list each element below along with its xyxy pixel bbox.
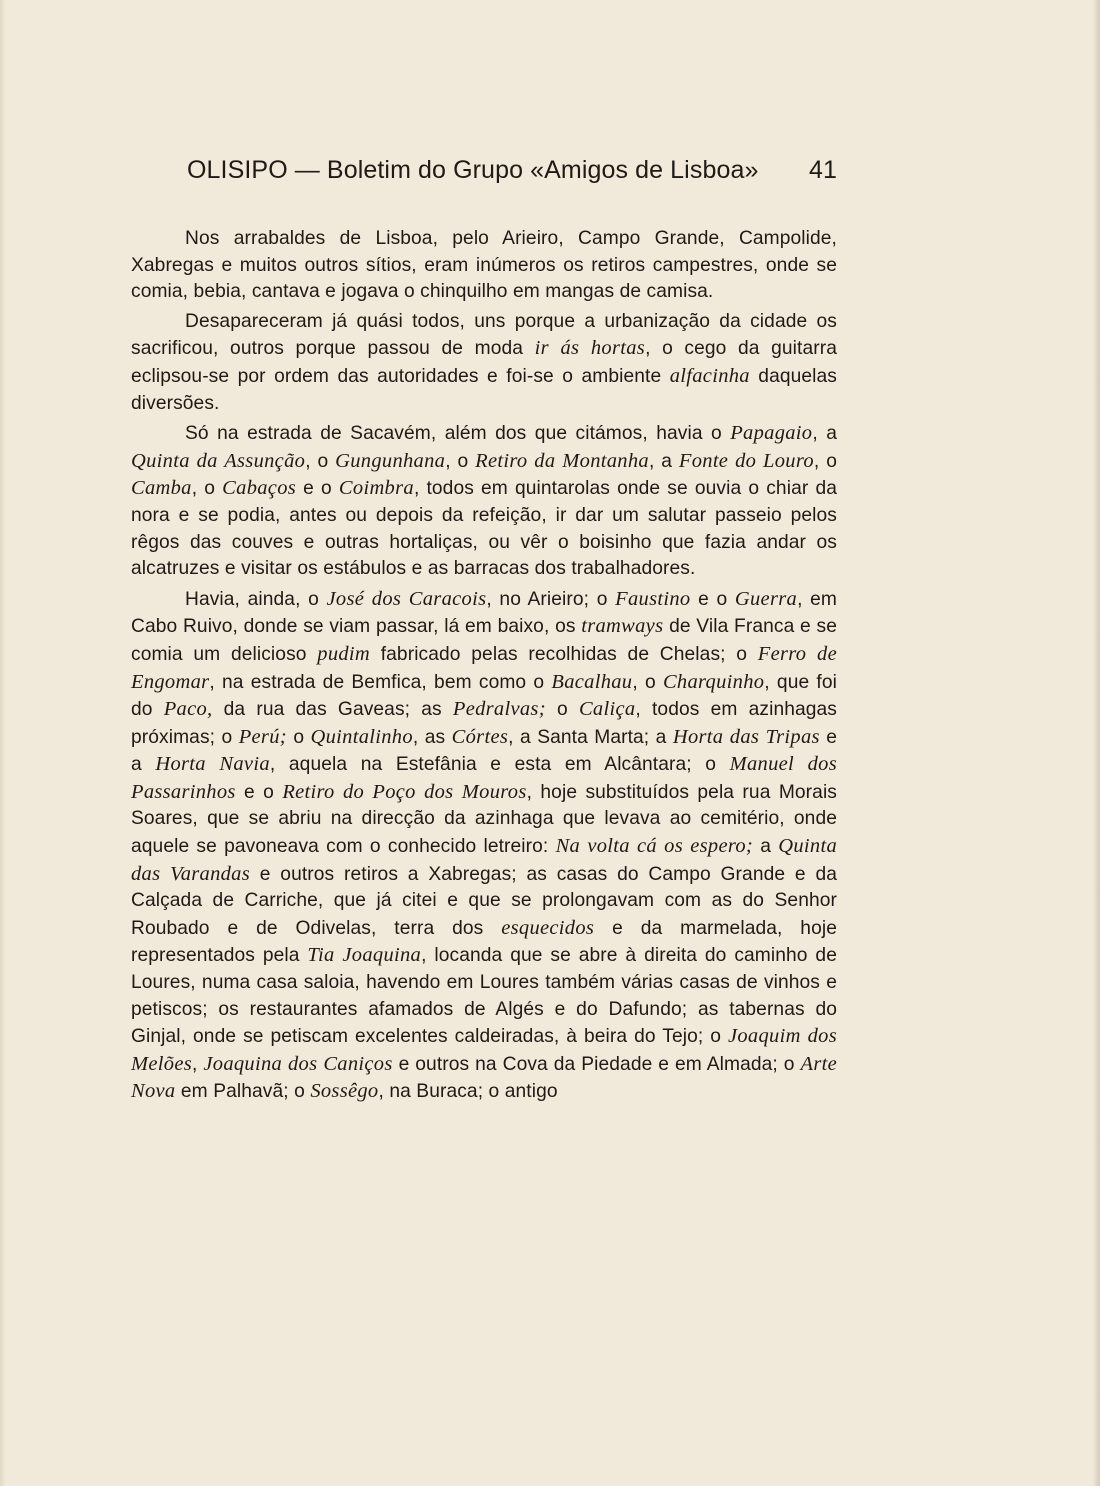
text-run: , o [191, 478, 223, 500]
page-shadow-right [1092, 0, 1100, 1486]
italic-term: Tia Joaquina [307, 944, 422, 967]
italic-term: alfacinha [669, 364, 750, 387]
text-run: e o [235, 781, 283, 803]
italic-term: Pedralvas; [452, 698, 546, 721]
italic-term: Manuel dos Passarinhos [131, 753, 837, 803]
text-run: , a [648, 450, 679, 472]
text-run: Desapareceram já quási todos, uns porque a urbanização da cidade os sacrificou, outros porque passou de moda [131, 310, 837, 360]
text-run: , na Buraca; o antigo [378, 1081, 558, 1103]
italic-term: José dos Caracois [326, 587, 487, 610]
italic-term: Ferro de Engomar [131, 642, 838, 693]
text-run: , em Cabo Ruivo, donde se viam passar, lá em baixo, os [131, 588, 837, 638]
text-run: daquelas diversões. [131, 365, 837, 414]
italic-term: Bacalhau [551, 670, 633, 693]
text-run: , a Santa Marta; a [508, 726, 673, 748]
running-header [187, 156, 837, 194]
italic-term: Perú; [238, 725, 287, 748]
page-number: 41 [808, 156, 837, 184]
text-run: de Vila Franca e se comia um delicioso [131, 616, 837, 665]
italic-term: Caliça [578, 698, 636, 721]
text-run: e a [131, 726, 837, 776]
italic-term: Papagaio [730, 422, 813, 445]
italic-term: Gungunhana [335, 449, 446, 472]
italic-term: Joaquina dos Caniços [203, 1052, 393, 1075]
text-run: , todos em azinhagas próximas; o [131, 699, 837, 748]
text-run: , as [412, 726, 452, 748]
text-run: o [286, 726, 311, 748]
italic-term: Retiro do Poço dos Mouros [282, 780, 527, 803]
italic-term: Fonte do Louro [678, 449, 814, 472]
text-run: , no Arieiro; o [486, 588, 616, 610]
text-run: e o [690, 588, 735, 610]
italic-term: Quinta das Varandas [131, 835, 838, 885]
text-run: e o [296, 478, 339, 500]
text-run: , o cego da guitarra eclipsou-se por ordem das autoridades e foi-se o ambiente [131, 338, 837, 387]
page-shadow-left [0, 0, 6, 1486]
text-run: Só na estrada de Sacavém, além dos que citámos, havia o [185, 423, 731, 445]
paragraph-3 [131, 420, 837, 583]
italic-term: esquecidos [501, 916, 595, 939]
text-run: Havia, ainda, o [185, 588, 327, 610]
text-run: o [545, 699, 579, 721]
italic-term: Na volta cá os espero; [555, 835, 754, 858]
italic-term: tramways [581, 615, 664, 638]
paragraph-2 [131, 309, 837, 417]
text-run: , aquela na Estefânia e esta em Alcântara; o [269, 754, 730, 776]
italic-term: Camba [131, 477, 192, 500]
text-run: , na estrada de Bemfica, bem como o [209, 671, 552, 693]
italic-term: Quinta da Assunção [131, 449, 306, 472]
text-run: , locanda que se abre à direita do caminho de Loures, numa casa saloia, havendo em Loures também várias casas de vinhos e petiscos; os restaurantes afamados de Algés e do Dafundo; as tabernas do Ginjal, onde se petiscam excelentes caldeiradas, à beira do Tejo; o [131, 945, 837, 1048]
text-run: da rua das Gaveas; as [212, 699, 453, 721]
text-run: , hoje substituídos pela rua Morais Soares, que se abriu na direcção da azinhaga que levava ao cemitério, onde aquele se pavoneava com o conhecido letreiro: [131, 781, 837, 858]
italic-term: Horta Navia [155, 753, 270, 776]
italic-term: Arte Nova [131, 1052, 837, 1103]
italic-term: Paco, [163, 698, 213, 721]
text-run: , que foi do [131, 671, 838, 721]
text-run: e outros retiros a Xabregas; as casas do Campo Grande e da Calçada de Carriche, que já citei e que se prolongavam com as do Senhor Roubado e de Odivelas, terra dos [131, 863, 837, 939]
running-title: OLISIPO — Boletim do Grupo «Amigos de Lisboa» [187, 156, 759, 184]
italic-term: pudim [317, 642, 371, 665]
text-run: , o [813, 450, 837, 472]
italic-term: Faustino [615, 587, 691, 610]
text-run: Nos arrabaldes de Lisboa, pelo Arieiro, Campo Grande, Campolide, Xabregas e muitos outros sítios, eram inúmeros os retiros campestres, onde se comia, bebia, cantava e jogava o chinquilho em mangas de camisa. [131, 228, 837, 303]
italic-term: Guerra [734, 587, 798, 610]
italic-term: ir ás hortas [534, 337, 646, 360]
text-run: , o [632, 671, 663, 693]
text-run: , a [812, 423, 837, 445]
text-run: , [192, 1053, 204, 1075]
italic-term: Cabaços [222, 477, 297, 500]
italic-term: Joaquim dos Melões [131, 1025, 837, 1075]
paragraph-1 [131, 226, 837, 306]
paragraph-4 [131, 586, 837, 1106]
text-run: em Palhavã; o [175, 1081, 311, 1103]
text-run: fabricado pelas recolhidas de Chelas; o [370, 643, 758, 665]
italic-term: Quintalinho [310, 725, 413, 748]
text-run: a [753, 836, 779, 858]
italic-term: Córtes [451, 725, 509, 748]
text-run: , todos em quintarolas onde se ouvia o chiar da nora e se podia, antes ou depois da refeição, ir dar um salutar passeio pelos rêgos das couves e outras hortaliças, ou vêr o boisinho que fazia andar os alcatruzes e visitar os estábulos e as barracas dos trabalhadores. [131, 478, 837, 580]
italic-term: Horta das Tripas [672, 725, 820, 748]
body-text [131, 226, 837, 1106]
text-run: e outros na Cova da Piedade e em Almada; o [392, 1053, 801, 1075]
italic-term: Coimbra [338, 477, 414, 500]
italic-term: Charquinho [662, 670, 765, 693]
text-run: , o [305, 450, 336, 472]
italic-term: Retiro da Montanha [475, 449, 649, 472]
text-run: , o [445, 450, 476, 472]
text-run: e da marmelada, hoje representados pela [131, 917, 837, 967]
italic-term: Sossêgo [310, 1080, 379, 1103]
